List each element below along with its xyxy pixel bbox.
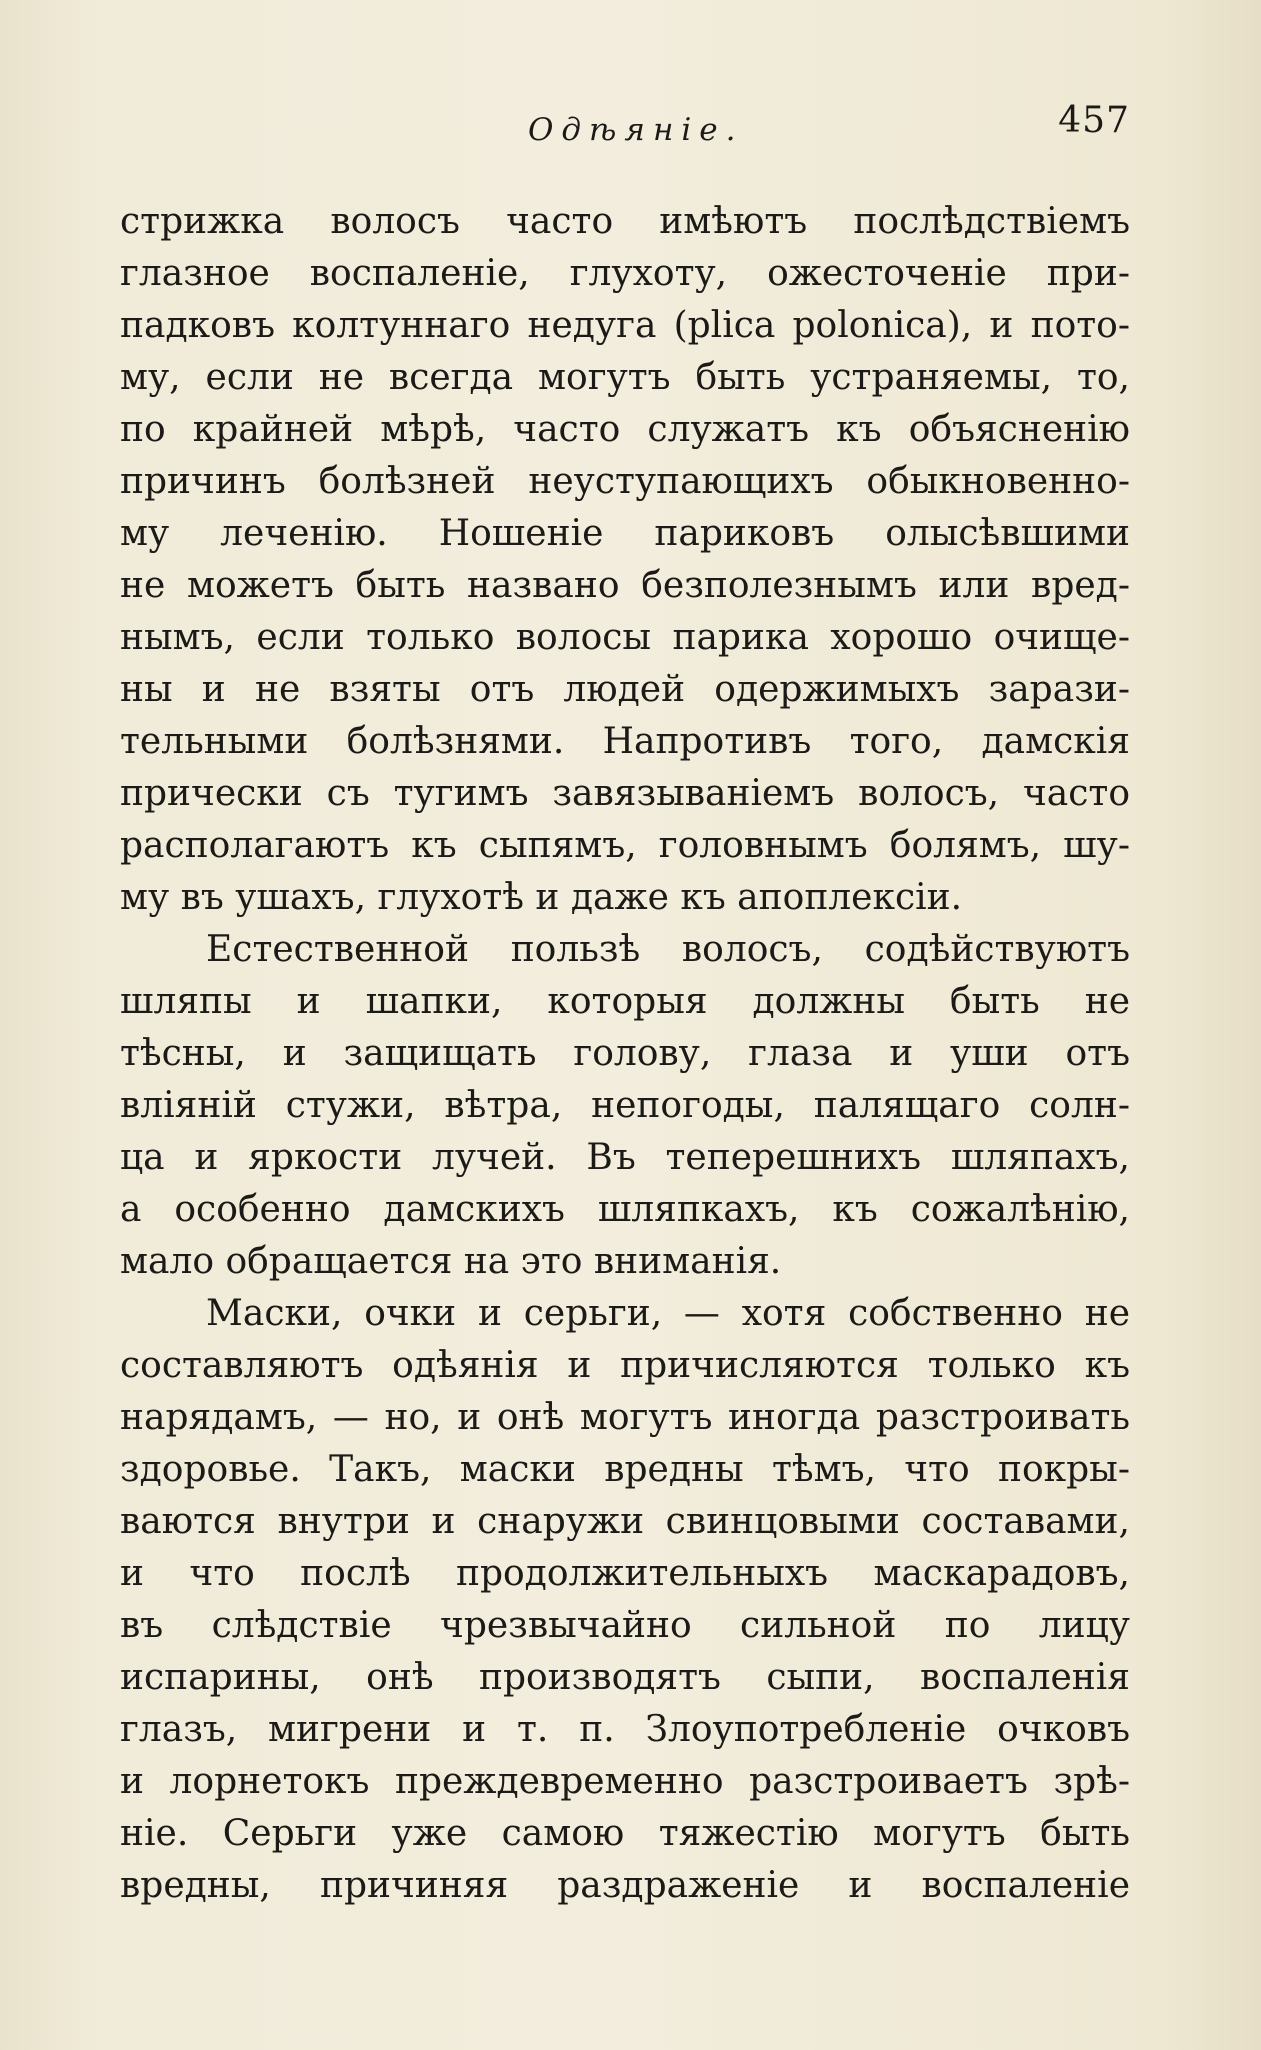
text-line: причинъ болѣзней неуступающихъ обыкновенно- bbox=[120, 461, 1130, 502]
running-title: Одѣяніе. bbox=[528, 112, 744, 148]
text-line: падковъ колтуннаго недуга (plica polonica), и пото- bbox=[120, 305, 1130, 346]
text-line: глазъ, мигрени и т. п. Злоупотребленіе очковъ bbox=[120, 1709, 1130, 1750]
text-line: ца и яркости лучей. Въ теперешнихъ шляпахъ, bbox=[120, 1137, 1130, 1178]
text-line: ніе. Серьги уже самою тяжестію могутъ быть bbox=[120, 1813, 1130, 1854]
text-line: не можетъ быть названо безполезнымъ или вред- bbox=[120, 565, 1130, 606]
text-line: Естественной пользѣ волосъ, содѣйствуютъ bbox=[206, 929, 1130, 970]
text-line: составляютъ одѣянія и причисляются только къ bbox=[120, 1345, 1130, 1386]
text-line: му, если не всегда могутъ быть устраняемы, то, bbox=[120, 357, 1130, 398]
text-line: и лорнетокъ преждевременно разстроиваетъ зрѣ- bbox=[120, 1761, 1130, 1802]
body-text bbox=[120, 196, 1130, 1912]
text-line: по крайней мѣрѣ, часто служатъ къ объясненію bbox=[120, 409, 1130, 450]
text-line: тельными болѣзнями. Напротивъ того, дамскія bbox=[120, 721, 1130, 762]
text-line: глазное воспаленіе, глухоту, ожесточеніе при- bbox=[120, 253, 1130, 294]
text-line: му леченію. Ношеніе париковъ олысѣвшими bbox=[120, 513, 1130, 554]
text-line: и что послѣ продолжительныхъ маскарадовъ, bbox=[120, 1553, 1130, 1594]
text-line: въ слѣдствіе чрезвычайно сильной по лицу bbox=[120, 1605, 1130, 1646]
text-line: стрижка волосъ часто имѣютъ послѣдствіемъ bbox=[120, 201, 1130, 242]
text-line: вліяній стужи, вѣтра, непогоды, палящаго солн- bbox=[120, 1085, 1130, 1126]
text-line: располагаютъ къ сыпямъ, головнымъ болямъ, шу- bbox=[120, 825, 1130, 866]
text-line: ны и не взяты отъ людей одержимыхъ зарази- bbox=[120, 669, 1130, 710]
text-line: а особенно дамскихъ шляпкахъ, къ сожалѣнію, bbox=[120, 1189, 1130, 1230]
text-line: му въ ушахъ, глухотѣ и даже къ апоплексіи. bbox=[120, 877, 963, 918]
page-number: 457 bbox=[1058, 100, 1130, 141]
text-line: ваются внутри и снаружи свинцовыми составами, bbox=[120, 1501, 1130, 1542]
text-line: вредны, причиняя раздраженіе и воспаленіе bbox=[120, 1865, 1130, 1906]
text-line: Маски, очки и серьги, — хотя собственно не bbox=[206, 1293, 1130, 1334]
text-line: шляпы и шапки, которыя должны быть не bbox=[120, 981, 1130, 1022]
text-line: испарины, онѣ производятъ сыпи, воспаленія bbox=[120, 1657, 1130, 1698]
running-head bbox=[120, 100, 1130, 160]
text-line: прически съ тугимъ завязываніемъ волосъ, часто bbox=[120, 773, 1130, 814]
text-line: мало обращается на это вниманія. bbox=[120, 1241, 782, 1282]
text-line: здоровье. Такъ, маски вредны тѣмъ, что покры- bbox=[120, 1449, 1130, 1490]
text-line: нымъ, если только волосы парика хорошо очище- bbox=[120, 617, 1130, 658]
text-line: нарядамъ, — но, и онѣ могутъ иногда разстроивать bbox=[120, 1397, 1130, 1438]
text-line: тѣсны, и защищать голову, глаза и уши отъ bbox=[120, 1033, 1130, 1074]
